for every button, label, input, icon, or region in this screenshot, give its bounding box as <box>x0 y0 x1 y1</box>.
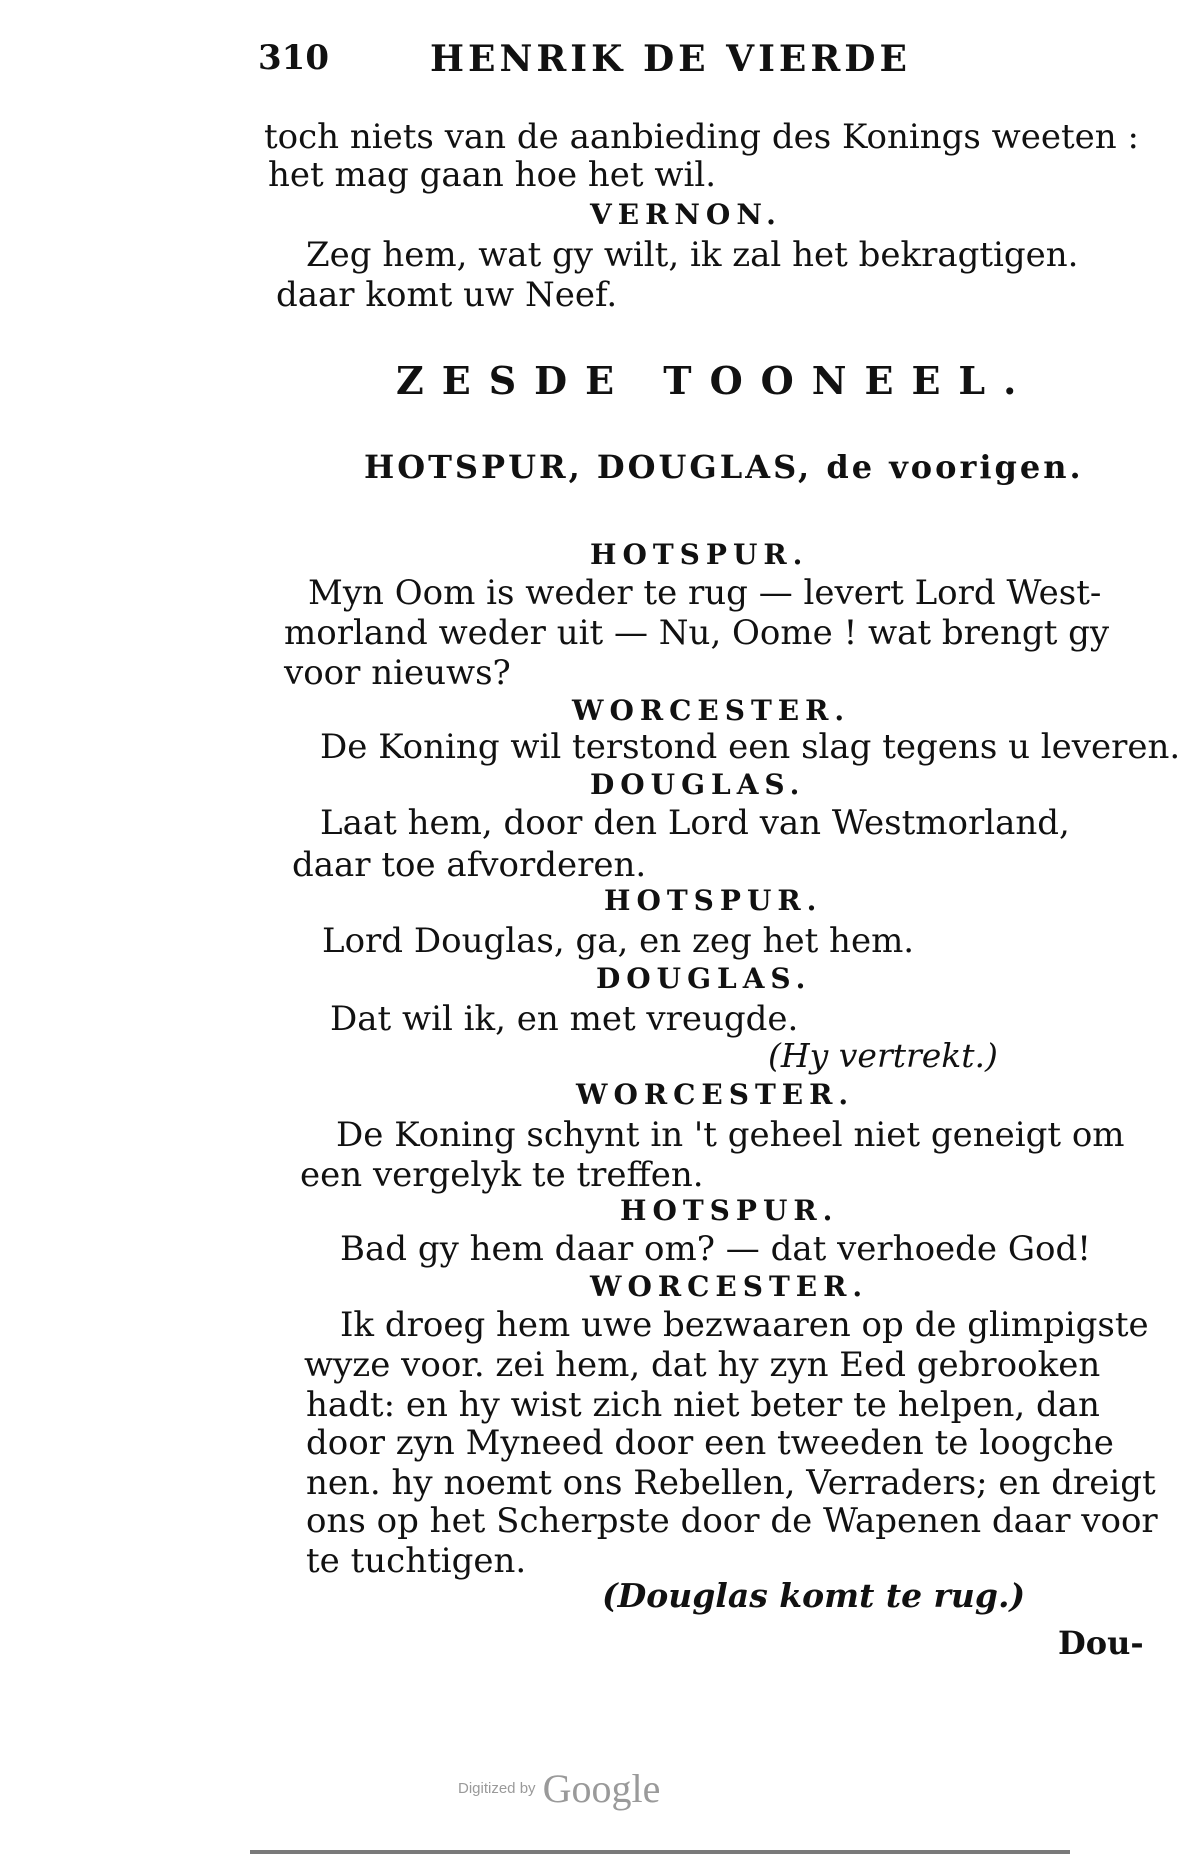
google-logo: Google <box>542 1766 661 1811</box>
text-line: nen. hy noemt ons Rebellen, Verraders; en dreigt <box>306 1463 1156 1503</box>
stage-direction: (Hy vertrekt.) <box>768 1036 998 1075</box>
text-line: morland weder uit — Nu, Oome ! wat brengt gy <box>284 613 1110 653</box>
text-line: door zyn Myneed door een tweeden te loogche <box>306 1423 1114 1463</box>
scene-title: ZESDE TOONEEL. <box>396 358 1035 403</box>
page-number: 310 <box>258 38 329 78</box>
speaker-name: WORCESTER. <box>576 1078 855 1111</box>
text-line: daar komt uw Neef. <box>276 275 618 315</box>
catchword: Dou- <box>1058 1624 1144 1662</box>
text-line: De Koning wil terstond een slag tegens u leveren. <box>320 727 1181 767</box>
text-line: toch niets van de aanbieding des Konings weeten : <box>264 117 1139 157</box>
speaker-name: HOTSPUR. <box>620 1194 839 1227</box>
text-line: hadt: en hy wist zich niet beter te helpen, dan <box>306 1385 1100 1425</box>
text-line: Lord Douglas, ga, en zeg het hem. <box>322 921 915 961</box>
text-line: Myn Oom is weder te rug — levert Lord West- <box>308 573 1102 613</box>
text-line: te tuchtigen. <box>306 1541 527 1581</box>
text-line: wyze voor. zei hem, dat hy zyn Eed gebrooken <box>304 1345 1101 1385</box>
text-line: Laat hem, door den Lord van Westmorland, <box>320 803 1070 843</box>
text-line: De Koning schynt in 't geheel niet geneigt om <box>336 1115 1125 1155</box>
speaker-name: DOUGLAS. <box>596 962 812 995</box>
speaker-name: HOTSPUR. <box>604 884 823 917</box>
text-line: een vergelyk te treffen. <box>300 1155 704 1195</box>
text-line: voor nieuws? <box>284 653 511 693</box>
running-title: HENRIK DE VIERDE <box>430 38 911 80</box>
speaker-name: WORCESTER. <box>572 694 851 727</box>
bleed-through-edge <box>250 1850 1070 1854</box>
text-line: Ik droeg hem uwe bezwaaren op de glimpigste <box>340 1305 1149 1345</box>
cast-list: HOTSPUR, DOUGLAS, de voorigen. <box>364 448 1084 486</box>
speaker-name: VERNON. <box>590 198 782 231</box>
text-line: daar toe afvorderen. <box>292 845 647 885</box>
speaker-name: WORCESTER. <box>590 1270 869 1303</box>
text-line: ons op het Scherpste door de Wapenen daar voor <box>306 1501 1158 1541</box>
speaker-name: DOUGLAS. <box>590 768 806 801</box>
stage-direction: (Douglas komt te rug.) <box>602 1576 1026 1615</box>
text-line: het mag gaan hoe het wil. <box>268 155 717 195</box>
text-line: Bad gy hem daar om? — dat verhoede God! <box>340 1229 1091 1269</box>
text-line: Zeg hem, wat gy wilt, ik zal het bekragtigen. <box>306 235 1079 275</box>
watermark-prefix: Digitized by <box>458 1780 536 1797</box>
page-header <box>258 38 978 88</box>
digitized-watermark <box>458 1765 660 1812</box>
speaker-name: HOTSPUR. <box>590 538 809 571</box>
text-line: Dat wil ik, en met vreugde. <box>330 999 799 1039</box>
